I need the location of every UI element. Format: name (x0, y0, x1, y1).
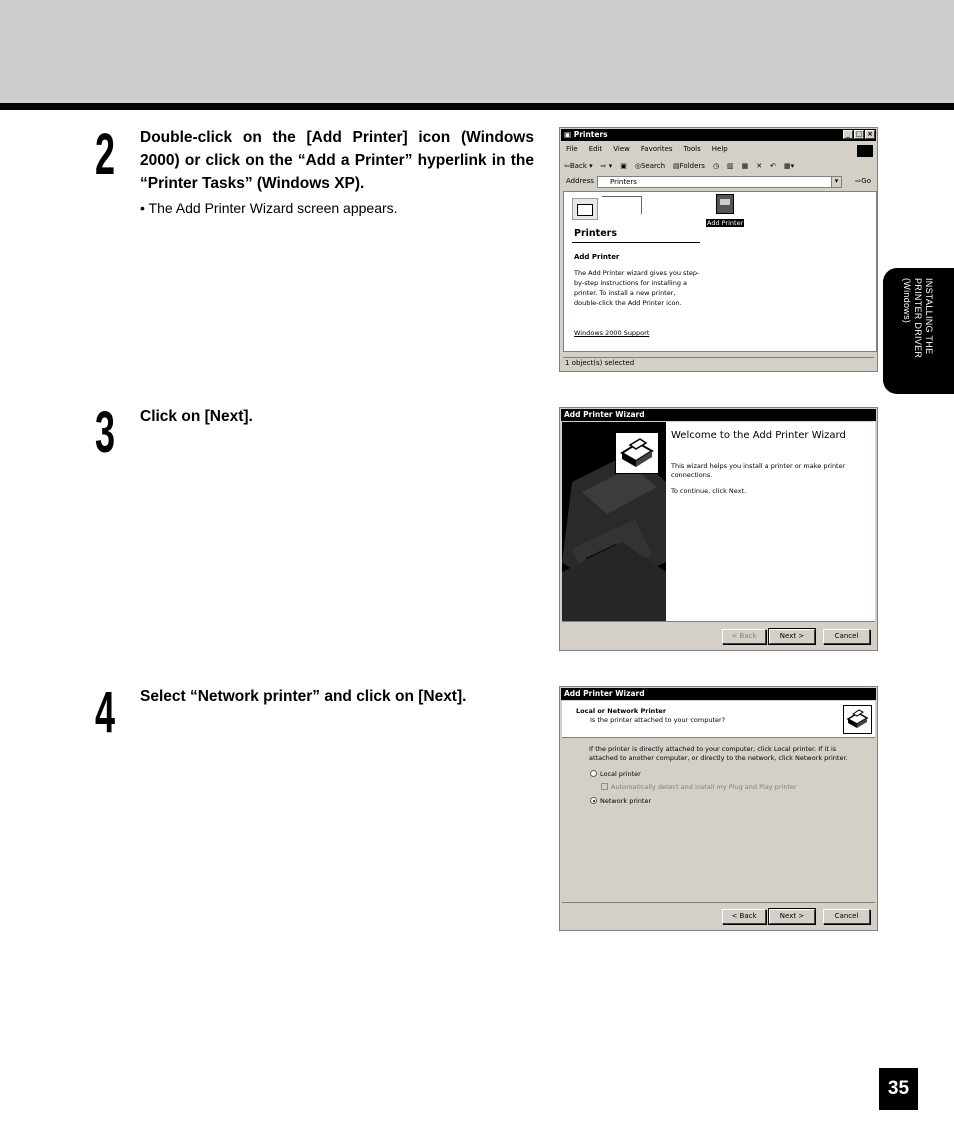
step-3-instruction: Click on [Next]. (140, 408, 253, 425)
printers-window (559, 127, 878, 372)
maximize-button[interactable]: □ (855, 130, 863, 138)
panel-title: Printers (574, 228, 617, 239)
menu-edit[interactable]: Edit (588, 145, 603, 153)
wizard-network-body: If the printer is directly attached to your computer, click Local printer. If it is attached to another computer, or directly to the network, click Network printer. (589, 745, 848, 762)
section-tab-line-3: (Windows) (902, 278, 912, 324)
menu-tools[interactable]: Tools (683, 145, 701, 153)
back-button[interactable]: < Back (722, 629, 766, 644)
cancel-button[interactable]: Cancel (823, 909, 870, 924)
copy-to-icon[interactable]: ▦ (741, 162, 749, 170)
printers-folder-icon: ▣ (564, 130, 574, 139)
page-number: 35 (879, 1068, 918, 1110)
add-printer-icon (716, 194, 734, 214)
network-printer-option[interactable]: Network printer (590, 797, 651, 805)
menu-help[interactable]: Help (711, 145, 728, 153)
wizard-welcome-titlebar: Add Printer Wizard (561, 409, 876, 421)
step-number-3: 3 (95, 400, 116, 465)
network-printer-radio[interactable] (590, 797, 597, 804)
cancel-button[interactable]: Cancel (823, 629, 870, 644)
section-tab-line-2: PRINTER DRIVER (913, 278, 923, 359)
next-button[interactable]: Next > (769, 629, 815, 644)
go-button[interactable]: ⇨Go (855, 177, 871, 185)
address-bar (564, 175, 873, 189)
section-tab-line-1: INSTALLING THE (924, 278, 934, 355)
header-band (0, 0, 954, 103)
wizard-network-window (559, 686, 878, 931)
menu-bar (566, 145, 728, 153)
move-to-icon[interactable]: ▥ (727, 162, 734, 170)
wizard-network-subheading: Is the printer attached to your computer? (590, 716, 726, 724)
address-label: Address (566, 177, 594, 185)
local-printer-radio[interactable] (590, 770, 597, 777)
minimize-button[interactable]: _ (843, 130, 853, 139)
menu-view[interactable]: View (613, 145, 630, 153)
address-dropdown-icon[interactable]: ▾ (831, 177, 841, 187)
forward-arrow-icon[interactable]: ⇨ ▾ (600, 162, 613, 170)
selected-item-description: The Add Printer wizard gives you step-by-step instructions for installing a printer. To install a new printer, double-click the Add Printer icon. (574, 269, 700, 307)
section-tab-label (896, 278, 936, 388)
wizard-network-titlebar: Add Printer Wizard (561, 688, 876, 700)
delete-icon[interactable]: ✕ (756, 162, 763, 170)
toolbar (564, 159, 873, 173)
step-4-instruction: Select “Network printer” and click on [Next]. (140, 688, 467, 705)
views-icon[interactable]: ▦▾ (784, 162, 795, 170)
close-button[interactable]: × (865, 130, 875, 139)
back-button[interactable]: < Back (722, 909, 766, 924)
step-number-4: 4 (95, 680, 116, 745)
status-bar: 1 object(s) selected (563, 357, 874, 369)
windows-logo-icon (857, 145, 873, 157)
go-arrow-icon: ⇨ (855, 177, 862, 185)
folders-icon: ▤ (673, 162, 680, 170)
wizard-printer-icon (615, 432, 659, 474)
step-number-2: 2 (95, 122, 116, 187)
wizard-welcome-content (666, 422, 875, 621)
back-arrow-icon: ⇦ (564, 162, 570, 170)
wizard-welcome-heading: Welcome to the Add Printer Wizard (671, 430, 846, 441)
auto-detect-checkbox[interactable] (601, 783, 608, 790)
wizard-network-header (562, 701, 875, 738)
menu-favorites[interactable]: Favorites (640, 145, 673, 153)
wizard-welcome-body: This wizard helps you install a printer or make printer connections. (671, 462, 846, 479)
wizard-welcome-window (559, 407, 878, 651)
search-button[interactable]: ◎Search (634, 162, 666, 170)
add-printer-label: Add Printer (707, 219, 744, 227)
folders-button[interactable]: ▤Folders (673, 162, 705, 170)
back-button[interactable]: ⇦Back ▾ (564, 162, 593, 170)
step-2-instruction: Double-click on the [Add Printer] icon (Windows 2000) or click on the “Add a Printer” hyperlink in the “Printer Tasks” (Windows XP). (140, 129, 534, 192)
add-printer-item[interactable] (701, 194, 751, 234)
step-2-note: • The Add Printer Wizard screen appears. (140, 200, 398, 216)
address-input[interactable]: Printers ▾ (597, 176, 842, 188)
next-button[interactable]: Next > (769, 909, 815, 924)
windows-support-link[interactable]: Windows 2000 Support (574, 329, 650, 337)
wizard-network-heading: Local or Network Printer (576, 707, 667, 715)
wizard-header-printer-icon (843, 705, 872, 734)
printers-window-title: Printers (573, 130, 608, 139)
up-folder-icon[interactable]: ▣ (620, 162, 627, 170)
history-icon[interactable]: ◷ (712, 162, 720, 170)
printers-titlebar (561, 129, 876, 141)
auto-detect-option[interactable]: Automatically detect and install my Plug and Play printer (601, 783, 797, 791)
selected-item-heading: Add Printer (574, 253, 620, 261)
menu-file[interactable]: File (566, 145, 578, 153)
web-view-panel (566, 194, 700, 349)
local-printer-option[interactable]: Local printer (590, 770, 641, 778)
wizard-welcome-continue: To continue, click Next. (671, 487, 747, 495)
header-rule (0, 103, 954, 110)
undo-icon[interactable]: ↶ (770, 162, 777, 170)
folder-view (563, 191, 877, 352)
search-icon: ◎ (634, 162, 641, 170)
printers-folder-large-icon (572, 198, 598, 220)
